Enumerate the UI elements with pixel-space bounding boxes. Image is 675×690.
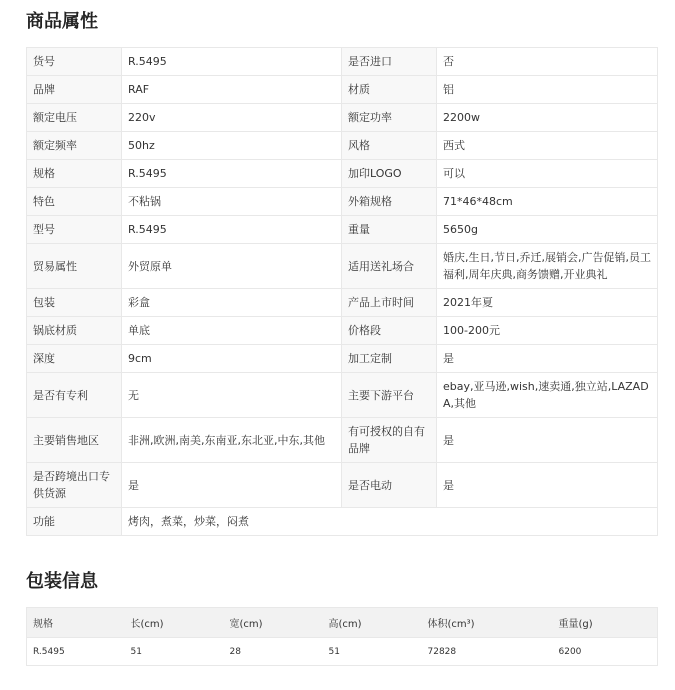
package-column-header: 长(cm) [125, 608, 224, 638]
package-cell: 6200 [553, 638, 658, 666]
attribute-value: 是 [122, 463, 342, 508]
attribute-row [27, 216, 658, 244]
package-header-row [27, 608, 658, 638]
attribute-row [27, 463, 658, 508]
attribute-value: 是 [437, 463, 658, 508]
attribute-value: 5650g [437, 216, 658, 244]
attributes-table [26, 47, 658, 536]
attribute-value: 单底 [122, 317, 342, 345]
attribute-key: 产品上市时间 [342, 289, 437, 317]
attribute-row [27, 76, 658, 104]
attribute-key: 加工定制 [342, 345, 437, 373]
attribute-value: 可以 [437, 160, 658, 188]
attribute-row [27, 48, 658, 76]
attribute-key: 加印LOGO [342, 160, 437, 188]
attribute-key: 有可授权的自有品牌 [342, 418, 437, 463]
attribute-value: 100-200元 [437, 317, 658, 345]
attribute-value: 220v [122, 104, 342, 132]
attributes-section-title: 商品属性 [26, 11, 98, 32]
attribute-key: 重量 [342, 216, 437, 244]
package-cell: 51 [323, 638, 422, 666]
package-cell: 72828 [422, 638, 553, 666]
attribute-row [27, 289, 658, 317]
package-cell: R.5495 [27, 638, 125, 666]
attribute-value: RAF [122, 76, 342, 104]
attribute-key: 额定电压 [27, 104, 122, 132]
attribute-value: 无 [122, 373, 342, 418]
attribute-key: 贸易属性 [27, 244, 122, 289]
attribute-value: 外贸原单 [122, 244, 342, 289]
attribute-value: 9cm [122, 345, 342, 373]
attribute-row [27, 132, 658, 160]
attribute-value: 是 [437, 418, 658, 463]
attribute-row [27, 160, 658, 188]
attribute-key: 品牌 [27, 76, 122, 104]
attribute-key: 型号 [27, 216, 122, 244]
attribute-value: 2021年夏 [437, 289, 658, 317]
attribute-value: ebay,亚马逊,wish,速卖通,独立站,LAZADA,其他 [437, 373, 658, 418]
attribute-key: 风格 [342, 132, 437, 160]
attribute-value: 彩盒 [122, 289, 342, 317]
attribute-value: 是 [437, 345, 658, 373]
attribute-key: 材质 [342, 76, 437, 104]
attribute-key: 是否电动 [342, 463, 437, 508]
package-row [27, 638, 658, 666]
attribute-row [27, 508, 658, 536]
attribute-key: 额定功率 [342, 104, 437, 132]
attribute-row [27, 104, 658, 132]
attribute-key: 是否进口 [342, 48, 437, 76]
package-section-title: 包装信息 [26, 571, 98, 592]
attribute-key: 规格 [27, 160, 122, 188]
attribute-key: 额定频率 [27, 132, 122, 160]
attribute-key: 价格段 [342, 317, 437, 345]
attribute-row [27, 244, 658, 289]
attribute-row [27, 418, 658, 463]
attribute-value: 烤肉，煮菜，炒菜，闷煮 [122, 508, 658, 536]
attribute-row [27, 345, 658, 373]
attribute-value: 婚庆,生日,节日,乔迁,展销会,广告促销,员工福利,周年庆典,商务馈赠,开业典礼 [437, 244, 658, 289]
package-column-header: 规格 [27, 608, 125, 638]
attribute-key: 货号 [27, 48, 122, 76]
package-column-header: 高(cm) [323, 608, 422, 638]
attribute-key: 锅底材质 [27, 317, 122, 345]
attribute-value: R.5495 [122, 216, 342, 244]
attribute-value: 否 [437, 48, 658, 76]
attribute-key: 是否跨境出口专供货源 [27, 463, 122, 508]
attribute-value: R.5495 [122, 48, 342, 76]
package-cell: 28 [224, 638, 323, 666]
package-cell: 51 [125, 638, 224, 666]
package-column-header: 宽(cm) [224, 608, 323, 638]
package-table [26, 607, 658, 666]
attribute-key: 主要下游平台 [342, 373, 437, 418]
attribute-key: 适用送礼场合 [342, 244, 437, 289]
attribute-value: 非洲,欧洲,南美,东南亚,东北亚,中东,其他 [122, 418, 342, 463]
attribute-key: 深度 [27, 345, 122, 373]
attribute-key: 特色 [27, 188, 122, 216]
attribute-value: R.5495 [122, 160, 342, 188]
attribute-key: 是否有专利 [27, 373, 122, 418]
attribute-key: 外箱规格 [342, 188, 437, 216]
attribute-value: 2200w [437, 104, 658, 132]
attribute-value: 不粘锅 [122, 188, 342, 216]
attribute-key: 功能 [27, 508, 122, 536]
attribute-value: 铝 [437, 76, 658, 104]
attribute-key: 主要销售地区 [27, 418, 122, 463]
attribute-value: 50hz [122, 132, 342, 160]
attribute-value: 西式 [437, 132, 658, 160]
attribute-row [27, 317, 658, 345]
attribute-key: 包装 [27, 289, 122, 317]
attribute-value: 71*46*48cm [437, 188, 658, 216]
attribute-row [27, 373, 658, 418]
package-column-header: 重量(g) [553, 608, 658, 638]
attribute-row [27, 188, 658, 216]
package-column-header: 体积(cm³) [422, 608, 553, 638]
